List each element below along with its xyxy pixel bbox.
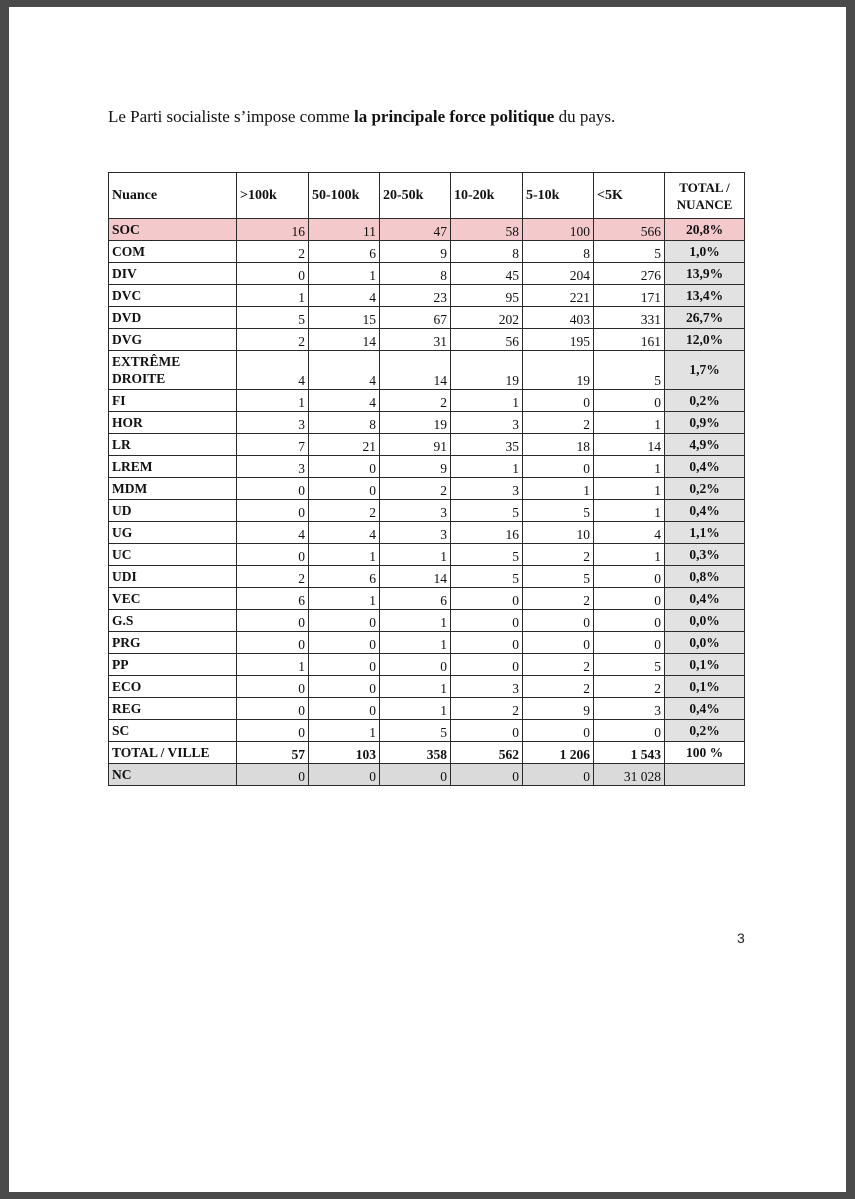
row-value: 58 [451, 219, 523, 241]
row-nuance: PP [109, 654, 237, 676]
row-value: 4 [309, 285, 380, 307]
row-value: 2 [380, 478, 451, 500]
row-total-pct: 0,4% [665, 500, 745, 522]
row-value: 1 [380, 610, 451, 632]
row-value: 0 [451, 610, 523, 632]
table-row [109, 720, 745, 742]
row-value: 0 [523, 390, 594, 412]
row-value: 4 [309, 351, 380, 390]
row-value: 4 [237, 522, 309, 544]
row-value: 4 [309, 522, 380, 544]
header-50-100k: 50-100k [309, 173, 380, 219]
row-nuance: LREM [109, 456, 237, 478]
row-value: 0 [594, 390, 665, 412]
row-value: 8 [380, 263, 451, 285]
row-value: 6 [237, 588, 309, 610]
row-nuance: DIV [109, 263, 237, 285]
row-value: 202 [451, 307, 523, 329]
row-value: 1 [594, 412, 665, 434]
row-value: 204 [523, 263, 594, 285]
row-total-pct: 1,0% [665, 241, 745, 263]
row-total-pct: 0,0% [665, 610, 745, 632]
table-row [109, 654, 745, 676]
row-total-pct: 26,7% [665, 307, 745, 329]
row-value: 331 [594, 307, 665, 329]
row-value: 2 [237, 329, 309, 351]
row-value: 4 [309, 390, 380, 412]
row-value: 57 [237, 742, 309, 764]
row-nuance: SC [109, 720, 237, 742]
row-value: 0 [309, 478, 380, 500]
row-total-pct: 0,1% [665, 654, 745, 676]
intro-text-bold: la principale force politique [353, 107, 555, 126]
row-value: 3 [451, 478, 523, 500]
row-nuance: LR [109, 434, 237, 456]
row-value: 6 [309, 241, 380, 263]
row-value: 2 [451, 698, 523, 720]
row-total-pct: 12,0% [665, 329, 745, 351]
row-value: 0 [451, 720, 523, 742]
row-value: 0 [237, 764, 309, 786]
row-value: 0 [523, 720, 594, 742]
table-row [109, 500, 745, 522]
row-value: 9 [523, 698, 594, 720]
row-value: 14 [380, 566, 451, 588]
header-nuance: Nuance [109, 173, 237, 219]
row-nuance: REG [109, 698, 237, 720]
row-value: 3 [451, 676, 523, 698]
row-value: 3 [237, 412, 309, 434]
row-value: 35 [451, 434, 523, 456]
row-value: 0 [237, 544, 309, 566]
row-total-pct: 1,7% [665, 351, 745, 390]
row-total-pct: 0,4% [665, 698, 745, 720]
row-total-pct: 20,8% [665, 219, 745, 241]
row-nuance: UG [109, 522, 237, 544]
row-nuance: UDI [109, 566, 237, 588]
row-value: 31 [380, 329, 451, 351]
row-value: 1 [380, 698, 451, 720]
row-value: 1 [237, 285, 309, 307]
row-value: 11 [309, 219, 380, 241]
row-total-pct: 1,1% [665, 522, 745, 544]
row-nuance: ECO [109, 676, 237, 698]
table-row [109, 676, 745, 698]
row-value: 161 [594, 329, 665, 351]
table-row [109, 307, 745, 329]
row-value: 1 [380, 544, 451, 566]
row-value: 0 [237, 610, 309, 632]
table-row [109, 285, 745, 307]
row-value: 1 [309, 263, 380, 285]
row-value: 2 [594, 676, 665, 698]
row-value: 1 [237, 390, 309, 412]
row-value: 276 [594, 263, 665, 285]
row-value: 221 [523, 285, 594, 307]
table-row [109, 456, 745, 478]
header-lt5k: <5K [594, 173, 665, 219]
row-value: 5 [523, 500, 594, 522]
row-value: 5 [594, 241, 665, 263]
row-value: 14 [594, 434, 665, 456]
row-value: 91 [380, 434, 451, 456]
row-value: 0 [451, 764, 523, 786]
table-body [109, 219, 745, 786]
row-value: 3 [237, 456, 309, 478]
row-value: 5 [594, 654, 665, 676]
table-row [109, 698, 745, 720]
row-value: 5 [451, 566, 523, 588]
row-value: 3 [380, 500, 451, 522]
row-value: 0 [594, 632, 665, 654]
row-value: 1 [309, 588, 380, 610]
document-page [9, 7, 846, 1192]
row-value: 5 [237, 307, 309, 329]
row-value: 2 [237, 566, 309, 588]
row-value: 566 [594, 219, 665, 241]
row-value: 8 [309, 412, 380, 434]
row-value: 2 [523, 544, 594, 566]
row-value: 0 [523, 764, 594, 786]
row-nuance: UD [109, 500, 237, 522]
row-total-pct: 0,3% [665, 544, 745, 566]
row-value: 95 [451, 285, 523, 307]
row-value: 23 [380, 285, 451, 307]
row-value: 0 [523, 610, 594, 632]
row-value: 0 [451, 632, 523, 654]
row-total-pct: 0,1% [665, 676, 745, 698]
row-value: 0 [380, 654, 451, 676]
row-nuance: UC [109, 544, 237, 566]
table-row [109, 742, 745, 764]
row-value: 16 [451, 522, 523, 544]
row-total-pct: 0,4% [665, 456, 745, 478]
row-value: 0 [309, 764, 380, 786]
row-value: 0 [309, 676, 380, 698]
row-nuance: HOR [109, 412, 237, 434]
table-row [109, 351, 745, 390]
row-value: 1 [523, 478, 594, 500]
row-nuance: NC [109, 764, 237, 786]
table-row [109, 478, 745, 500]
row-value: 9 [380, 456, 451, 478]
intro-paragraph [108, 107, 808, 127]
row-value: 45 [451, 263, 523, 285]
row-total-pct [665, 764, 745, 786]
row-value: 10 [523, 522, 594, 544]
row-nuance: SOC [109, 219, 237, 241]
table-header-row [109, 173, 745, 219]
row-value: 1 [594, 456, 665, 478]
row-value: 0 [237, 676, 309, 698]
row-value: 1 206 [523, 742, 594, 764]
row-value: 0 [309, 456, 380, 478]
row-nuance: PRG [109, 632, 237, 654]
row-nuance: DVC [109, 285, 237, 307]
row-value: 1 [451, 390, 523, 412]
row-total-pct: 100 % [665, 742, 745, 764]
row-value: 19 [380, 412, 451, 434]
row-value: 15 [309, 307, 380, 329]
row-value: 358 [380, 742, 451, 764]
row-value: 31 028 [594, 764, 665, 786]
row-value: 1 543 [594, 742, 665, 764]
table-row [109, 329, 745, 351]
table-row [109, 522, 745, 544]
row-value: 16 [237, 219, 309, 241]
row-value: 0 [451, 588, 523, 610]
row-value: 14 [380, 351, 451, 390]
row-total-pct: 13,9% [665, 263, 745, 285]
row-value: 21 [309, 434, 380, 456]
intro-text-after: du pays. [554, 107, 616, 126]
header-gt100k: >100k [237, 173, 309, 219]
table-row [109, 588, 745, 610]
row-value: 562 [451, 742, 523, 764]
row-total-pct: 0,2% [665, 720, 745, 742]
row-value: 3 [380, 522, 451, 544]
row-value: 7 [237, 434, 309, 456]
row-value: 0 [237, 500, 309, 522]
header-5-10k: 5-10k [523, 173, 594, 219]
row-value: 0 [380, 764, 451, 786]
table-row [109, 610, 745, 632]
row-value: 14 [309, 329, 380, 351]
row-value: 2 [523, 412, 594, 434]
row-value: 5 [451, 544, 523, 566]
row-value: 19 [451, 351, 523, 390]
row-value: 0 [237, 263, 309, 285]
row-nuance: VEC [109, 588, 237, 610]
row-nuance: COM [109, 241, 237, 263]
row-value: 8 [523, 241, 594, 263]
row-value: 0 [237, 720, 309, 742]
row-value: 403 [523, 307, 594, 329]
row-value: 1 [309, 544, 380, 566]
table-row [109, 263, 745, 285]
row-value: 103 [309, 742, 380, 764]
row-value: 2 [380, 390, 451, 412]
row-value: 1 [309, 720, 380, 742]
row-value: 2 [523, 588, 594, 610]
row-value: 2 [309, 500, 380, 522]
row-total-pct: 13,4% [665, 285, 745, 307]
table-row [109, 544, 745, 566]
row-value: 5 [523, 566, 594, 588]
table-row [109, 566, 745, 588]
row-value: 0 [309, 610, 380, 632]
row-value: 5 [380, 720, 451, 742]
row-value: 0 [237, 632, 309, 654]
row-value: 9 [380, 241, 451, 263]
row-nuance: DVD [109, 307, 237, 329]
table-row [109, 241, 745, 263]
row-value: 1 [380, 632, 451, 654]
row-value: 8 [451, 241, 523, 263]
intro-text-before: Le Parti socialiste s’impose comme [108, 107, 354, 126]
row-total-pct: 0,9% [665, 412, 745, 434]
table-row [109, 219, 745, 241]
row-value: 1 [451, 456, 523, 478]
row-total-pct: 4,9% [665, 434, 745, 456]
table-row [109, 632, 745, 654]
row-value: 6 [380, 588, 451, 610]
row-total-pct: 0,2% [665, 390, 745, 412]
row-nuance: DVG [109, 329, 237, 351]
row-value: 0 [523, 456, 594, 478]
row-value: 67 [380, 307, 451, 329]
row-value: 1 [594, 544, 665, 566]
row-value: 5 [451, 500, 523, 522]
row-nuance: TOTAL / VILLE [109, 742, 237, 764]
row-value: 100 [523, 219, 594, 241]
row-value: 2 [523, 654, 594, 676]
row-nuance: FI [109, 390, 237, 412]
row-value: 0 [309, 654, 380, 676]
row-value: 5 [594, 351, 665, 390]
results-table [108, 172, 745, 786]
row-value: 47 [380, 219, 451, 241]
row-value: 0 [309, 698, 380, 720]
row-value: 1 [380, 676, 451, 698]
row-value: 1 [594, 478, 665, 500]
row-value: 4 [594, 522, 665, 544]
page-number: 3 [737, 930, 745, 946]
row-value: 0 [594, 588, 665, 610]
row-value: 6 [309, 566, 380, 588]
row-total-pct: 0,2% [665, 478, 745, 500]
table-row [109, 412, 745, 434]
row-value: 0 [523, 632, 594, 654]
header-10-20k: 10-20k [451, 173, 523, 219]
row-value: 1 [594, 500, 665, 522]
header-total-nuance: TOTAL / NUANCE [665, 173, 745, 219]
table-row [109, 764, 745, 786]
row-value: 3 [594, 698, 665, 720]
row-value: 1 [237, 654, 309, 676]
header-20-50k: 20-50k [380, 173, 451, 219]
row-value: 0 [451, 654, 523, 676]
row-total-pct: 0,8% [665, 566, 745, 588]
row-value: 0 [594, 720, 665, 742]
row-nuance: MDM [109, 478, 237, 500]
row-value: 3 [451, 412, 523, 434]
row-value: 0 [594, 566, 665, 588]
row-value: 0 [309, 632, 380, 654]
row-value: 19 [523, 351, 594, 390]
row-total-pct: 0,4% [665, 588, 745, 610]
row-value: 195 [523, 329, 594, 351]
row-value: 2 [523, 676, 594, 698]
row-value: 4 [237, 351, 309, 390]
row-value: 171 [594, 285, 665, 307]
row-value: 0 [594, 610, 665, 632]
row-nuance: EXTRÊME DROITE [109, 351, 237, 390]
row-nuance: G.S [109, 610, 237, 632]
table-row [109, 390, 745, 412]
row-value: 56 [451, 329, 523, 351]
row-value: 0 [237, 698, 309, 720]
table-row [109, 434, 745, 456]
row-total-pct: 0,0% [665, 632, 745, 654]
row-value: 0 [237, 478, 309, 500]
row-value: 18 [523, 434, 594, 456]
row-value: 2 [237, 241, 309, 263]
